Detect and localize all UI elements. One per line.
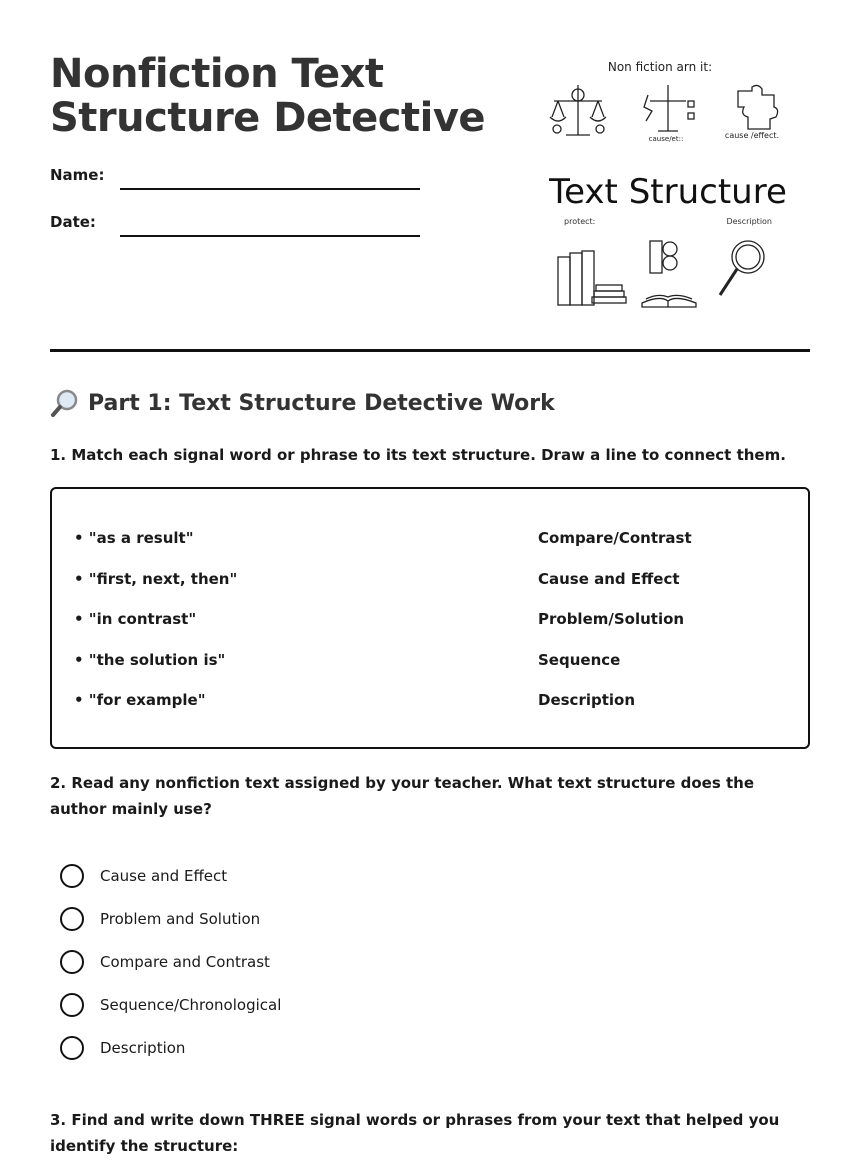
signal-phrase[interactable]: • "the solution is" (74, 651, 226, 669)
illustration-caption: Non fiction arn it: (607, 60, 713, 74)
radio-button[interactable] (60, 993, 84, 1017)
date-label: Date: (50, 213, 96, 231)
structure-option[interactable]: Compare/Contrast (538, 529, 692, 547)
name-field[interactable] (50, 166, 420, 196)
option-label: Compare and Contrast (100, 953, 270, 971)
option-label: Sequence/Chronological (100, 996, 282, 1014)
label-protect: protect: (564, 217, 596, 226)
books-icon (558, 251, 626, 305)
name-line[interactable] (120, 188, 420, 190)
signal-phrase[interactable]: • "in contrast" (74, 610, 197, 628)
label-cause-et: cause/et:: (648, 135, 684, 143)
option-label: Description (100, 1039, 186, 1057)
signal-phrase[interactable]: • "as a result" (74, 529, 194, 547)
date-field[interactable] (50, 213, 420, 243)
structure-option[interactable]: Description (538, 691, 636, 709)
title-line-1: Nonfiction Text (50, 51, 384, 97)
radio-button[interactable] (60, 950, 84, 974)
magnifying-glass-icon (50, 388, 80, 418)
title-line-2: Structure Detective (50, 95, 486, 141)
name-label: Name: (50, 166, 105, 184)
question-3: 3. Find and write down THREE signal words or phrases from your text that helped you identify the structure: (50, 1111, 780, 1155)
option-description[interactable] (60, 1035, 185, 1061)
balance-scale-icon (550, 85, 606, 135)
match-row (52, 610, 808, 634)
text-structure-heading: Text Structure (549, 172, 787, 212)
structure-option[interactable]: Sequence (538, 651, 621, 669)
radio-button[interactable] (60, 907, 84, 931)
option-compare-contrast[interactable] (60, 949, 270, 975)
match-row (52, 691, 808, 715)
question-2: 2. Read any nonfiction text assigned by your teacher. What text structure does the author mainly use? (50, 774, 754, 818)
date-line[interactable] (120, 235, 420, 237)
question-1: 1. Match each signal word or phrase to its text structure. Draw a line to connect them. (50, 446, 786, 464)
header-divider (50, 349, 810, 352)
part-1-heading (50, 388, 555, 418)
label-cause-effect: cause /effect. (724, 131, 780, 140)
open-book-icon (642, 241, 696, 307)
structure-option[interactable]: Problem/Solution (538, 610, 685, 628)
label-description: Description (726, 217, 772, 226)
option-problem-solution[interactable] (60, 906, 260, 932)
option-label: Problem and Solution (100, 910, 261, 928)
option-cause-effect[interactable] (60, 863, 227, 889)
signal-phrase[interactable]: • "first, next, then" (74, 570, 238, 588)
cause-et-icon (644, 85, 694, 143)
radio-button[interactable] (60, 1036, 84, 1060)
match-row (52, 529, 808, 553)
puzzle-piece-icon (725, 85, 779, 140)
match-row (52, 651, 808, 675)
option-sequence[interactable] (60, 992, 281, 1018)
magnifying-glass-icon (720, 241, 764, 295)
matching-box (50, 487, 810, 749)
radio-button[interactable] (60, 864, 84, 888)
match-row (52, 570, 808, 594)
part-1-title: Part 1: Text Structure Detective Work (88, 390, 555, 416)
option-label: Cause and Effect (100, 867, 228, 885)
signal-phrase[interactable]: • "for example" (74, 691, 206, 709)
structure-option[interactable]: Cause and Effect (538, 570, 680, 588)
text-structure-illustration (540, 55, 800, 315)
worksheet-title (50, 52, 490, 140)
